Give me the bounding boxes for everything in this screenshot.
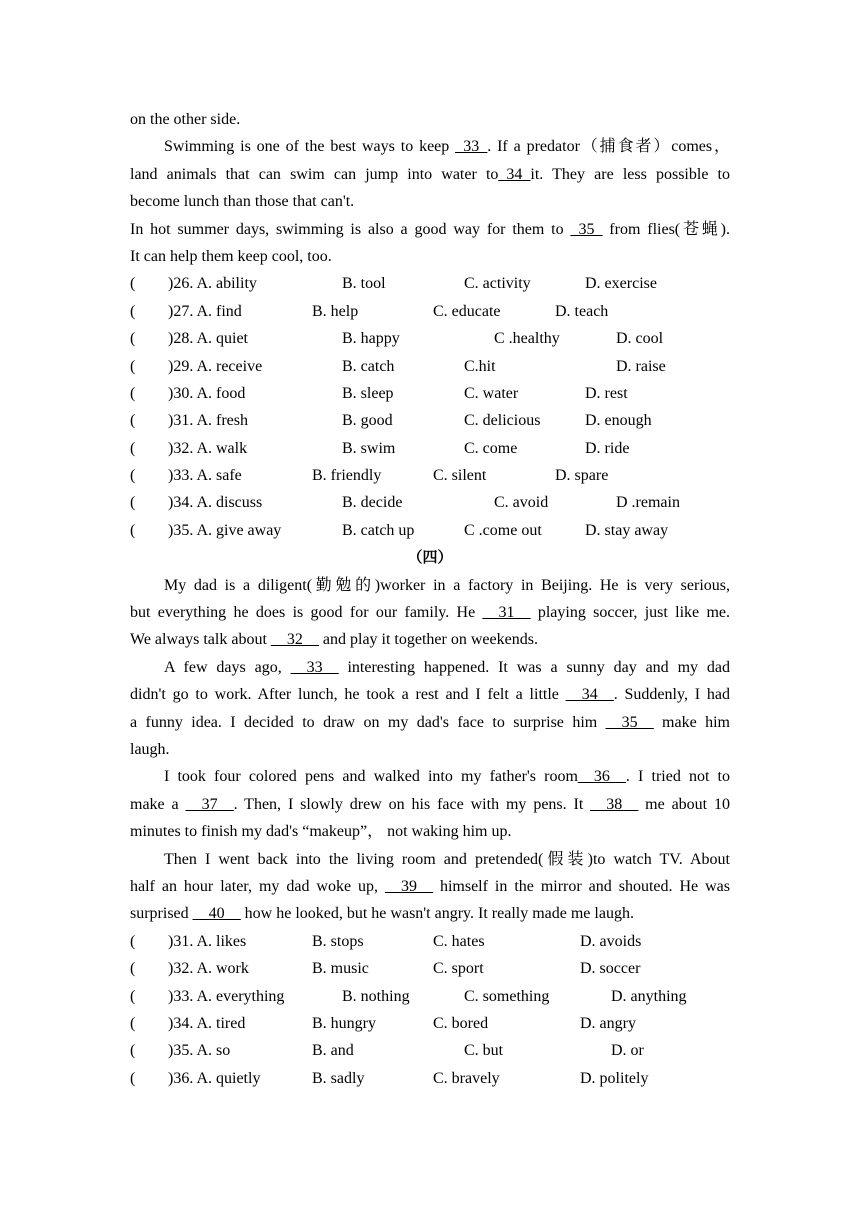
option-b: B. nothing [342,987,410,1005]
text-run: playing soccer, just like me. [530,604,730,622]
blank-33: _33_ [455,138,488,156]
option-b: B. sadly [312,1069,365,1087]
text-line [130,763,730,790]
question-row [130,489,730,516]
option-c: C. come [464,439,518,457]
question-row [130,353,730,380]
question-number: )32. A. walk [168,439,248,457]
text-line: Then I went back into the living room and pretended(假装)to watch TV. About [164,850,730,868]
option-b: B. happy [342,330,400,348]
question-row [130,407,730,434]
paren-open: ( [130,1069,136,1087]
question-row [130,955,730,982]
text-line: It can help them keep cool, too. [130,247,332,265]
option-d: D. enough [585,412,652,430]
paren-open: ( [130,1014,136,1032]
option-c: C .healthy [494,330,560,348]
option-b: B. music [312,960,369,978]
paren-open: ( [130,960,136,978]
text-run: but everything he does is good for our family. He [130,604,483,622]
question-row [130,462,730,489]
option-d: D. anything [611,987,687,1005]
text-run: surprised [130,905,193,923]
option-d: D. rest [585,384,628,402]
blank-36: __36__ [577,768,626,786]
option-d: D. avoids [580,932,642,950]
blank-33: __33__ [290,658,339,676]
text-run: make a [130,795,186,813]
question-row [130,928,730,955]
text-run: didn't go to work. After lunch, he took a rest and I felt a little [130,686,566,704]
question-number: )35. A. so [168,1042,231,1060]
text-line: My dad is a diligent(勤勉的)worker in a factory in Beijing. He is very serious, [164,576,730,594]
option-d: D. ride [585,439,630,457]
text-line [130,626,730,653]
question-number: )31. A. fresh [168,412,248,430]
blank-37: __37__ [185,795,234,813]
question-list-section4 [130,928,730,1092]
option-b: B. help [312,302,359,320]
option-d: D. politely [580,1069,649,1087]
option-c: C. educate [433,302,501,320]
question-row [130,1010,730,1037]
option-b: B. hungry [312,1014,376,1032]
text-line [130,654,730,681]
paren-open: ( [130,494,136,512]
question-row [130,325,730,352]
option-d: D. cool [616,330,664,348]
blank-38: __38__ [590,795,639,813]
blank-31: __31__ [482,604,531,622]
text-line: laugh. [130,740,170,758]
option-b: B. swim [342,439,396,457]
option-b: B. friendly [312,467,382,485]
option-b: B. sleep [342,384,394,402]
text-line [130,599,730,626]
blank-34: __34__ [565,686,614,704]
question-row [130,983,730,1010]
text-line [130,161,730,188]
question-row [130,435,730,462]
option-c: C. delicious [464,412,541,430]
option-b: B. stops [312,932,364,950]
option-c: C. avoid [494,494,549,512]
text-line: minutes to finish my dad's “makeup”， not waking him up. [130,823,512,841]
question-number: )31. A. likes [168,932,247,950]
section-heading: （四） [407,548,453,567]
text-run: I took four colored pens and walked into my father's room [164,768,578,786]
paren-open: ( [130,1042,136,1060]
text-line [130,133,730,160]
text-run: how he looked, but he wasn't angry. It really made me laugh. [240,905,634,923]
option-d: D. stay away [585,521,669,539]
text-run: and play it together on weekends. [318,631,538,649]
text-run: make him [653,713,730,731]
blank-32: __32__ [270,631,319,649]
paren-open: ( [130,357,136,375]
option-c: C. bravely [433,1069,500,1087]
option-d: D. soccer [580,960,641,978]
blank-35: _35_ [570,220,603,238]
paren-open: ( [130,932,136,950]
text-run: it. They are less possible to [530,165,731,183]
option-d: D. raise [616,357,666,375]
option-c: C.hit [464,357,496,375]
option-b: B. catch [342,357,395,375]
question-number: )28. A. quiet [168,330,248,348]
option-c: C. sport [433,960,484,978]
blank-34: _34_ [498,165,531,183]
blank-40: __40__ [192,905,241,923]
option-d: D. exercise [585,275,657,293]
question-number: )34. A. discuss [168,494,263,512]
paren-open: ( [130,439,136,457]
paren-open: ( [130,384,136,402]
option-b: B. good [342,412,393,430]
option-b: B. catch up [342,521,415,539]
text-line: on the other side. [130,111,241,128]
text-run: Swimming is one of the best ways to keep [164,138,456,156]
paren-open: ( [130,275,136,293]
text-run: half an hour later, my dad woke up, [130,877,385,895]
question-number: )36. A. quietly [168,1069,261,1087]
option-c: C. activity [464,275,531,293]
text-line [130,873,730,900]
text-run: interesting happened. It was a sunny day and my dad [338,658,730,676]
text-line [130,709,730,736]
question-number: )29. A. receive [168,357,263,375]
option-c: C. water [464,384,519,402]
option-c: C. bored [433,1014,489,1032]
paren-open: ( [130,467,136,485]
question-number: )27. A. find [168,302,242,320]
question-row [130,1037,730,1064]
option-d: D. teach [555,302,609,320]
paren-open: ( [130,302,136,320]
question-row [130,517,730,544]
question-row [130,298,730,325]
question-row [130,270,730,297]
paren-open: ( [130,987,136,1005]
question-number: )30. A. food [168,384,246,402]
option-c: C. hates [433,932,485,950]
option-d: D .remain [616,494,680,512]
option-c: C. silent [433,467,487,485]
question-number: )33. A. everything [168,987,285,1005]
text-run: . Then, I slowly drew on his face with my pens. It [233,795,591,813]
text-run: In hot summer days, swimming is also a good way for them to [130,220,571,238]
option-b: B. decide [342,494,403,512]
document-page [130,106,730,1092]
paren-open: ( [130,412,136,430]
text-run: . Suddenly, I had [613,686,731,704]
question-number: )26. A. ability [168,275,257,293]
text-line [130,791,730,818]
option-c: C .come out [464,521,542,539]
blank-35: __35__ [605,713,654,731]
blank-39: __39__ [385,877,433,895]
option-d: D. spare [555,467,609,485]
text-run: himself in the mirror and shouted. He was [433,877,730,895]
text-line [130,216,730,243]
option-b: B. tool [342,275,386,293]
text-run: land animals that can swim can jump into water to [130,165,499,183]
question-number: )35. A. give away [168,521,282,539]
text-run: A few days ago, [164,658,291,676]
option-c: C. something [464,987,550,1005]
paren-open: ( [130,521,136,539]
option-c: C. but [464,1042,504,1060]
text-line: become lunch than those that can't. [130,193,355,211]
text-run: . I tried not to [625,768,731,786]
text-run: We always talk about [130,631,271,649]
text-run: . If a predator（捕食者）comes， [487,138,730,156]
text-run: from flies(苍蝇). [602,220,730,238]
option-d: D. or [611,1042,644,1060]
text-line [130,900,730,927]
question-list-section3 [130,270,730,544]
text-line [130,681,730,708]
question-number: )33. A. safe [168,467,242,485]
question-number: )32. A. work [168,960,249,978]
text-run: me about 10 [638,795,731,813]
question-row [130,380,730,407]
option-d: D. angry [580,1014,636,1032]
option-b: B. and [312,1042,354,1060]
paren-open: ( [130,330,136,348]
question-row [130,1065,730,1092]
text-run: a funny idea. I decided to draw on my dad's face to surprise him [130,713,606,731]
question-number: )34. A. tired [168,1014,246,1032]
